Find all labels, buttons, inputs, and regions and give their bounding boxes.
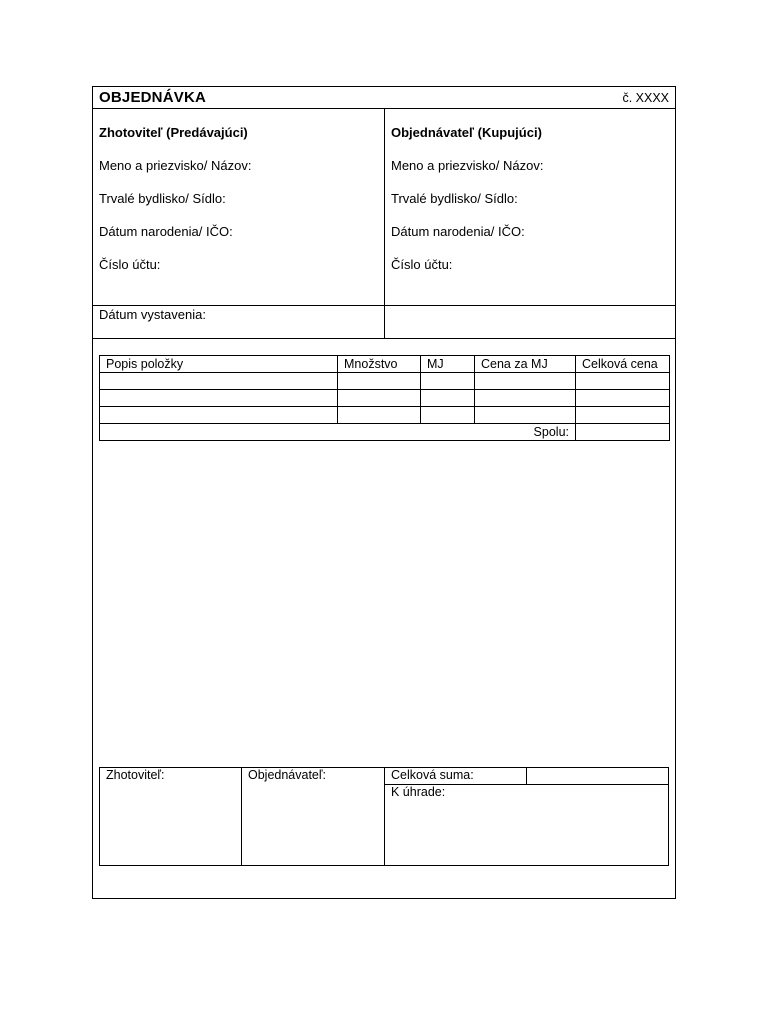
supplier-block bbox=[93, 109, 385, 305]
issue-date-cell[interactable] bbox=[93, 306, 385, 338]
customer-signature-cell[interactable] bbox=[242, 768, 385, 865]
issue-date-label: Dátum vystavenia: bbox=[99, 307, 206, 322]
col-header-quantity: Množstvo bbox=[338, 356, 421, 373]
total-row bbox=[100, 424, 670, 441]
customer-account-field[interactable]: Číslo účtu: bbox=[391, 257, 453, 272]
col-header-unit-price: Cena za MJ bbox=[475, 356, 576, 373]
table-row bbox=[100, 390, 670, 407]
cell-total-price[interactable] bbox=[576, 390, 670, 407]
issue-date-row bbox=[93, 306, 675, 339]
cell-unit-price[interactable] bbox=[475, 407, 576, 424]
table-row bbox=[100, 373, 670, 390]
table-row bbox=[100, 407, 670, 424]
cell-total-price[interactable] bbox=[576, 407, 670, 424]
supplier-heading: Zhotoviteľ (Predávajúci) bbox=[99, 125, 248, 140]
cell-unit[interactable] bbox=[421, 373, 475, 390]
cell-quantity[interactable] bbox=[338, 373, 421, 390]
customer-name-field[interactable]: Meno a priezvisko/ Názov: bbox=[391, 158, 544, 173]
items-header-row bbox=[100, 356, 670, 373]
total-sum-label: Celková suma: bbox=[391, 768, 474, 782]
parties-section bbox=[93, 109, 675, 306]
cell-quantity[interactable] bbox=[338, 407, 421, 424]
col-header-unit: MJ bbox=[421, 356, 475, 373]
signature-section bbox=[99, 767, 669, 866]
cell-unit[interactable] bbox=[421, 390, 475, 407]
supplier-signature-label: Zhotoviteľ: bbox=[106, 768, 165, 782]
sum-block bbox=[385, 768, 668, 865]
col-header-description: Popis položky bbox=[100, 356, 338, 373]
document-title: OBJEDNÁVKA bbox=[99, 89, 207, 106]
items-table bbox=[99, 355, 670, 441]
total-sum-row bbox=[385, 768, 668, 785]
total-label: Spolu: bbox=[100, 424, 576, 441]
supplier-name-field[interactable]: Meno a priezvisko/ Názov: bbox=[99, 158, 252, 173]
total-value-cell[interactable] bbox=[576, 424, 670, 441]
col-header-total-price: Celková cena bbox=[576, 356, 670, 373]
cell-description[interactable] bbox=[100, 390, 338, 407]
document-number: č. XXXX bbox=[622, 91, 669, 105]
customer-heading: Objednávateľ (Kupujúci) bbox=[391, 125, 542, 140]
customer-address-field[interactable]: Trvalé bydlisko/ Sídlo: bbox=[391, 191, 518, 206]
cell-description[interactable] bbox=[100, 373, 338, 390]
to-pay-label: K úhrade: bbox=[391, 785, 446, 799]
cell-unit[interactable] bbox=[421, 407, 475, 424]
cell-total-price[interactable] bbox=[576, 373, 670, 390]
cell-unit-price[interactable] bbox=[475, 390, 576, 407]
order-form bbox=[92, 86, 676, 899]
form-header bbox=[93, 87, 675, 109]
customer-birthdate-ico-field[interactable]: Dátum narodenia/ IČO: bbox=[391, 224, 525, 239]
total-sum-value-cell[interactable] bbox=[526, 768, 668, 784]
cell-description[interactable] bbox=[100, 407, 338, 424]
supplier-address-field[interactable]: Trvalé bydlisko/ Sídlo: bbox=[99, 191, 226, 206]
cell-quantity[interactable] bbox=[338, 390, 421, 407]
customer-signature-label: Objednávateľ: bbox=[248, 768, 327, 782]
supplier-account-field[interactable]: Číslo účtu: bbox=[99, 257, 161, 272]
customer-block bbox=[385, 109, 675, 305]
cell-unit-price[interactable] bbox=[475, 373, 576, 390]
supplier-birthdate-ico-field[interactable]: Dátum narodenia/ IČO: bbox=[99, 224, 233, 239]
supplier-signature-cell[interactable] bbox=[100, 768, 242, 865]
